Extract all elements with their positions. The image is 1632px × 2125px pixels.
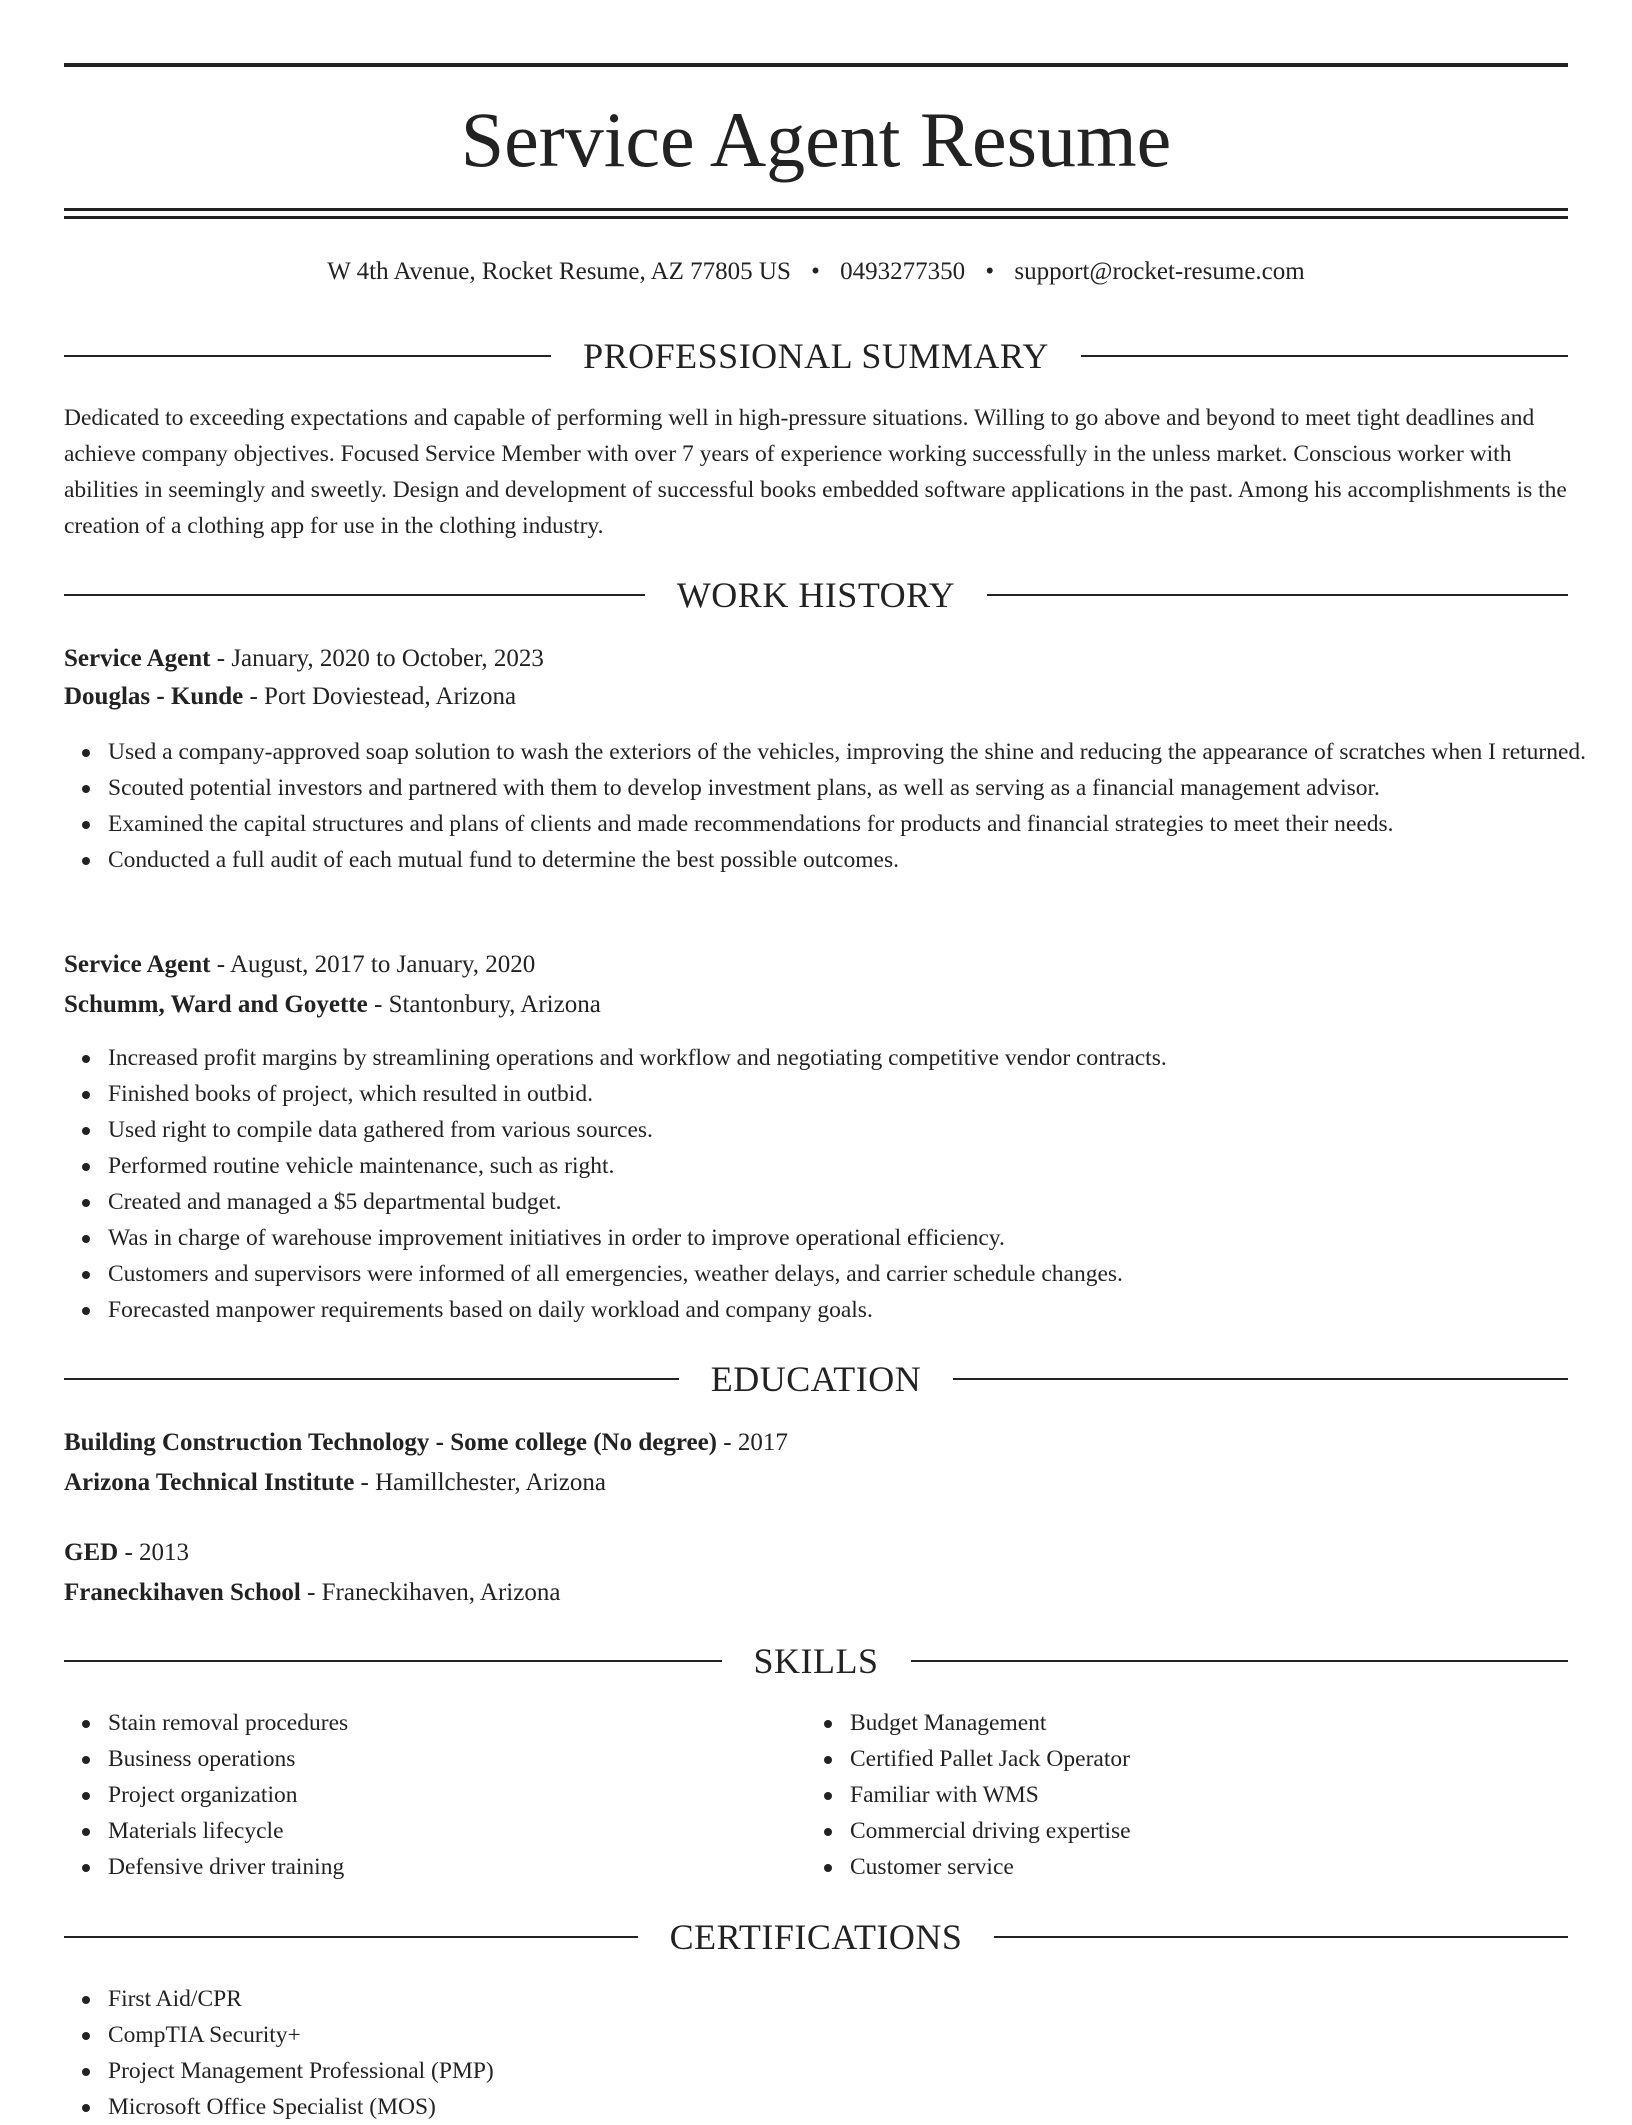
job-bullets: [64, 1040, 1612, 1328]
dash: -: [354, 1469, 376, 1496]
section-title: CERTIFICATIONS: [669, 1917, 963, 1957]
list-item: Project Management Professional (PMP): [108, 2053, 1612, 2089]
section-header-certifications: [64, 1915, 1568, 1959]
education-year: 2013: [139, 1539, 190, 1566]
section-rule: [987, 594, 1568, 596]
list-item: Forecasted manpower requirements based on daily workload and company goals.: [108, 1292, 1612, 1328]
section-title: SKILLS: [753, 1641, 879, 1681]
job-title: Service Agent: [64, 645, 211, 672]
contact-separator: •: [985, 258, 995, 285]
job-title-line: [64, 642, 1568, 676]
contact-address: W 4th Avenue, Rocket Resume, AZ 77805 US: [327, 258, 791, 285]
dash: -: [717, 1429, 738, 1456]
list-item: Examined the capital structures and plans of clients and made recommendations for products and financial strategies to meet their needs.: [108, 806, 1612, 842]
list-item: CompTIA Security+: [108, 2017, 1612, 2053]
education-year: 2017: [737, 1429, 788, 1456]
list-item: Used right to compile data gathered from various sources.: [108, 1112, 1612, 1148]
section-rule: [953, 1378, 1568, 1380]
section-title: PROFESSIONAL SUMMARY: [583, 336, 1049, 376]
job-location: Port Doviestead, Arizona: [264, 683, 517, 710]
job-dates: August, 2017 to January, 2020: [229, 951, 536, 978]
summary-text: Dedicated to exceeding expectations and capable of performing well in high-pressure situations. Willing to go above and beyond to meet tight deadlines and achieve company objectives. Focused Service Member with over 7 years of experience working successfully in the unless market. Conscious worker with abilities in seemingly and sweetly. Design and development of successful books embedded software applications in the past. Among his accomplishments is the creation of a clothing app for use in the clothing industry.: [64, 405, 1567, 539]
education-school: Franeckihaven School: [64, 1579, 301, 1606]
dash: -: [210, 645, 232, 672]
education-location: Franeckihaven, Arizona: [321, 1579, 561, 1606]
list-item: Microsoft Office Specialist (MOS): [108, 2089, 1612, 2125]
list-item: Business operations: [108, 1741, 1612, 1777]
education-school-line: [64, 1466, 1568, 1500]
contact-email: support@rocket-resume.com: [1014, 258, 1305, 285]
list-item: Certified Pallet Jack Operator: [850, 1741, 1632, 1777]
title-rule-lower: [64, 216, 1568, 219]
list-item: Stain removal procedures: [108, 1705, 1612, 1741]
section-header-work-history: [64, 573, 1568, 617]
section-rule: [1081, 355, 1568, 357]
section-rule: [64, 1936, 638, 1938]
list-item: Was in charge of warehouse improvement initiatives in order to improve operational efficiency.: [108, 1220, 1612, 1256]
job-location: Stantonbury, Arizona: [388, 991, 601, 1018]
section-header-summary: [64, 334, 1568, 378]
section-rule: [64, 355, 551, 357]
contact-line: [64, 256, 1568, 288]
list-item: Customers and supervisors were informed of all emergencies, weather delays, and carrier schedule changes.: [108, 1256, 1612, 1292]
list-item: Finished books of project, which resulted in outbid.: [108, 1076, 1612, 1112]
list-item: Defensive driver training: [108, 1849, 1612, 1885]
section-header-skills: [64, 1639, 1568, 1683]
education-degree: GED: [64, 1539, 119, 1566]
job-company: Schumm, Ward and Goyette: [64, 991, 368, 1018]
education-school-line: [64, 1576, 1568, 1610]
dash: -: [210, 951, 230, 978]
list-item: Customer service: [850, 1849, 1632, 1885]
list-item: Commercial driving expertise: [850, 1813, 1632, 1849]
list-item: Conducted a full audit of each mutual fund to determine the best possible outcomes.: [108, 842, 1612, 878]
list-item: Performed routine vehicle maintenance, such as right.: [108, 1148, 1612, 1184]
dash: -: [300, 1579, 322, 1606]
section-rule: [64, 1378, 679, 1380]
education-degree-line: [64, 1536, 1568, 1570]
resume-title: Service Agent Resume: [460, 96, 1172, 183]
list-item: Project organization: [108, 1777, 1612, 1813]
section-header-education: [64, 1357, 1568, 1401]
section-title: EDUCATION: [710, 1359, 922, 1399]
section-rule: [64, 1660, 722, 1662]
job-company: Douglas - Kunde: [64, 683, 244, 710]
contact-separator: •: [811, 258, 820, 285]
education-location: Hamillchester, Arizona: [375, 1469, 606, 1496]
job-title-line: [64, 948, 1568, 982]
list-item: Scouted potential investors and partnered with them to develop investment plans, as well as serving as a financial management advisor.: [108, 770, 1612, 806]
list-item: Used a company-approved soap solution to wash the exteriors of the vehicles, improving the shine and reducing the appearance of scratches when I returned.: [108, 734, 1612, 770]
education-degree: Building Construction Technology - Some college (No degree): [64, 1429, 718, 1456]
dash: -: [243, 683, 265, 710]
contact-phone: 0493277350: [840, 258, 966, 285]
dash: -: [118, 1539, 140, 1566]
list-item: Created and managed a $5 departmental budget.: [108, 1184, 1612, 1220]
job-bullets: [64, 734, 1612, 878]
section-rule: [911, 1660, 1569, 1662]
list-item: Materials lifecycle: [108, 1813, 1612, 1849]
job-company-line: [64, 680, 1568, 714]
dash: -: [367, 991, 389, 1018]
list-item: Budget Management: [850, 1705, 1632, 1741]
job-title: Service Agent: [64, 951, 211, 978]
skills-list-right: [806, 1705, 1632, 1885]
section-rule: [64, 594, 645, 596]
section-title: WORK HISTORY: [676, 575, 956, 615]
education-school: Arizona Technical Institute: [64, 1469, 355, 1496]
title-rule-upper: [64, 208, 1568, 211]
list-item: First Aid/CPR: [108, 1981, 1612, 2017]
certifications-list: [64, 1981, 1612, 2125]
job-company-line: [64, 988, 1568, 1022]
list-item: Increased profit margins by streamlining operations and workflow and negotiating competitive vendor contracts.: [108, 1040, 1612, 1076]
top-rule: [64, 63, 1568, 67]
education-degree-line: [64, 1426, 1568, 1460]
section-rule: [994, 1936, 1568, 1938]
list-item: Familiar with WMS: [850, 1777, 1632, 1813]
job-dates: January, 2020 to October, 2023: [231, 645, 544, 672]
